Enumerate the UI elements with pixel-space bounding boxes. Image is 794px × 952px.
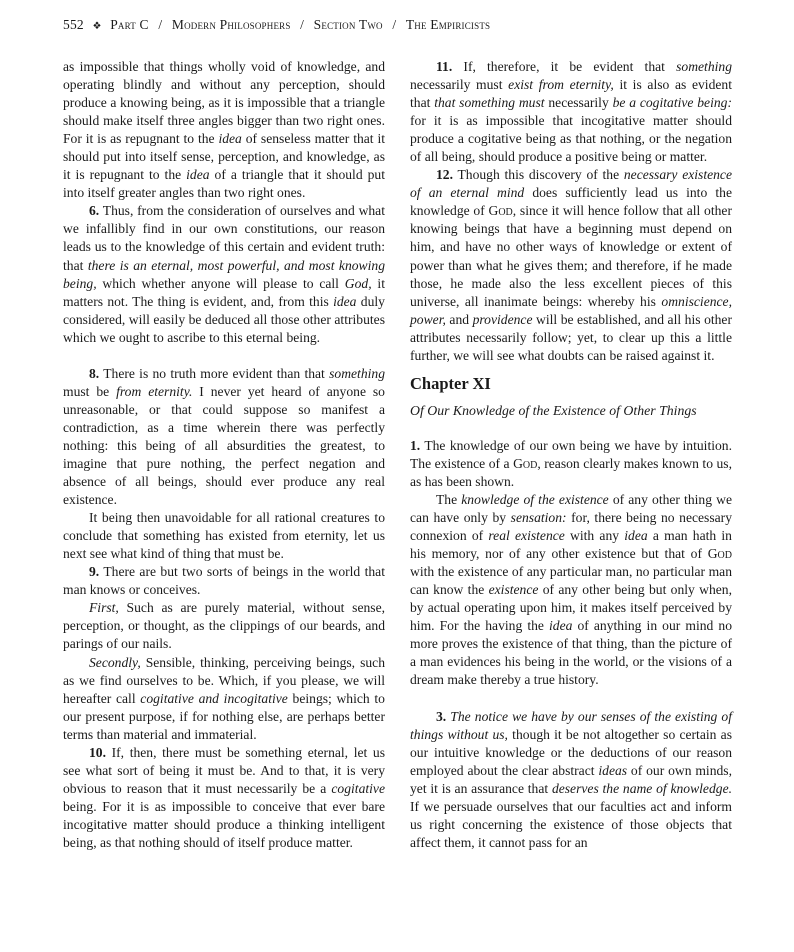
header-section-b: Section Two (313, 17, 383, 32)
header-section-c: The Empiricists (405, 17, 491, 32)
chapter-title: Chapter XI (410, 373, 491, 393)
right-column (410, 58, 732, 852)
paragraph-12: 12. Though this discovery of the necessary existence of an eternal mind does sufficiently lead us into the knowledge of God, since it will hence follow that all other knowing beings that have a beginning must depend on him, and have no other ways of knowledge or extent of power than what he gives them; and therefore, if he made those, he made also the less excellent pieces of this universe, all inanimate beings: whereby his omniscience, power, and providence will be established, and all his other attributes necessarily follow; yet, to clear up this a little further, we will see what doubts can be raised against it. (410, 167, 732, 363)
paragraph-6: 6. Thus, from the consideration of ourselves and what we infallibly find in our own constitutions, our reason leads us to the knowledge of this certain and evident truth: that there is an eternal, most powerful, and most knowing being, which whether anyone will please to call God, it matters not. The thing is evident, and, from this idea duly considered, will easily be deduced all those other attributes which we ought to ascribe to this eternal being. (63, 203, 385, 345)
paragraph: The knowledge of the existence of any other thing we can have only by sensation: for, there being no necessary connexion of real existence with any idea a man hath in his memory, nor of any other existence but that of God with the existence of any particular man, no particular man can know the existence of any other being but only when, by actual operating upon him, it makes itself perceived by him. For the having the idea of anything in our mind no more proves the existence of that thing, than the picture of a man evidences his being in the world, or the visions of a dream make thereby a true history. (410, 491, 732, 688)
paragraph-9: 9. There are but two sorts of beings in the world that man knows or conceives. (63, 564, 385, 598)
paragraph: Secondly, Sensible, thinking, perceiving beings, such as we find ourselves to be. Which, if you please, we will hereafter call cogitative and incogitative beings; which to our present purpose, if for nothing else, are perhaps better terms than material and immaterial. (63, 654, 385, 742)
header-separator: / (158, 17, 163, 32)
paragraph-3: 3. The notice we have by our senses of the existing of things without us, though it be not altogether so certain as our intuitive knowledge or the deductions of our reason employed about the clear abstract ideas of our own minds, yet it is an assurance that deserves the name of knowledge. If we persuade ourselves that our faculties act and inform us right concerning the existence of those objects that affect them, it cannot pass for an (410, 708, 732, 850)
header-separator: / (300, 17, 305, 32)
left-column (63, 58, 385, 852)
paragraph-10: 10. If, then, there must be something eternal, let us see what sort of being it must be. And to that, it is very obvious to reason that it must necessarily be a cogitative being. For it is as impossible to conceive that ever bare incogitative matter should produce a thinking intelligent being, as that nothing should of itself produce matter. (63, 744, 385, 850)
header-separator: / (392, 17, 397, 32)
running-header (63, 17, 743, 33)
paragraph-1: 1. The knowledge of our own being we have by intuition. The existence of a God, reason clearly makes known to us, as has been shown. (410, 437, 732, 489)
paragraph: as impossible that things wholly void of knowledge, and operating blindly and without any perception, should produce a knowing being, as it is impossible that a triangle should make itself three angles bigger than two right ones. For it is as repugnant to the idea of senseless matter that it should put into itself sense, perception, and knowledge, as it is repugnant to the idea of a triangle that it should put into itself greater angles than two right ones. (63, 59, 385, 201)
chapter-subtitle: Of Our Knowledge of the Existence of Other Things (410, 402, 697, 418)
page-number: 552 (63, 17, 84, 32)
header-section-a: Modern Philosophers (171, 17, 291, 32)
paragraph-8: 8. There is no truth more evident than that something must be from eternity. I never yet heard of anyone so unreasonable, or that could suppose so manifest a contradiction, as a time wherein there was perfectly nothing: this being of all absurdities the greatest, to imagine that pure nothing, the perfect negation and absence of all beings, should ever produce any real existence. (63, 365, 385, 508)
header-part: Part C (110, 17, 149, 32)
paragraph: It being then unavoidable for all rational creatures to conclude that something has existed from eternity, let us next see what kind of thing that must be. (63, 510, 385, 562)
ornament-icon: ❖ (92, 21, 102, 32)
paragraph: First, Such as are purely material, without sense, perception, or thought, as the clippings of our beards, and parings of our nails. (63, 600, 385, 652)
paragraph-11: 11. If, therefore, it be evident that something necessarily must exist from eternity, it is also as evident that that something must necessarily be a cogitative being: for it is as impossible that incogitative matter should produce a cogitative being as that nothing, or the negation of all being, should produce a positive being or matter. (410, 59, 732, 165)
